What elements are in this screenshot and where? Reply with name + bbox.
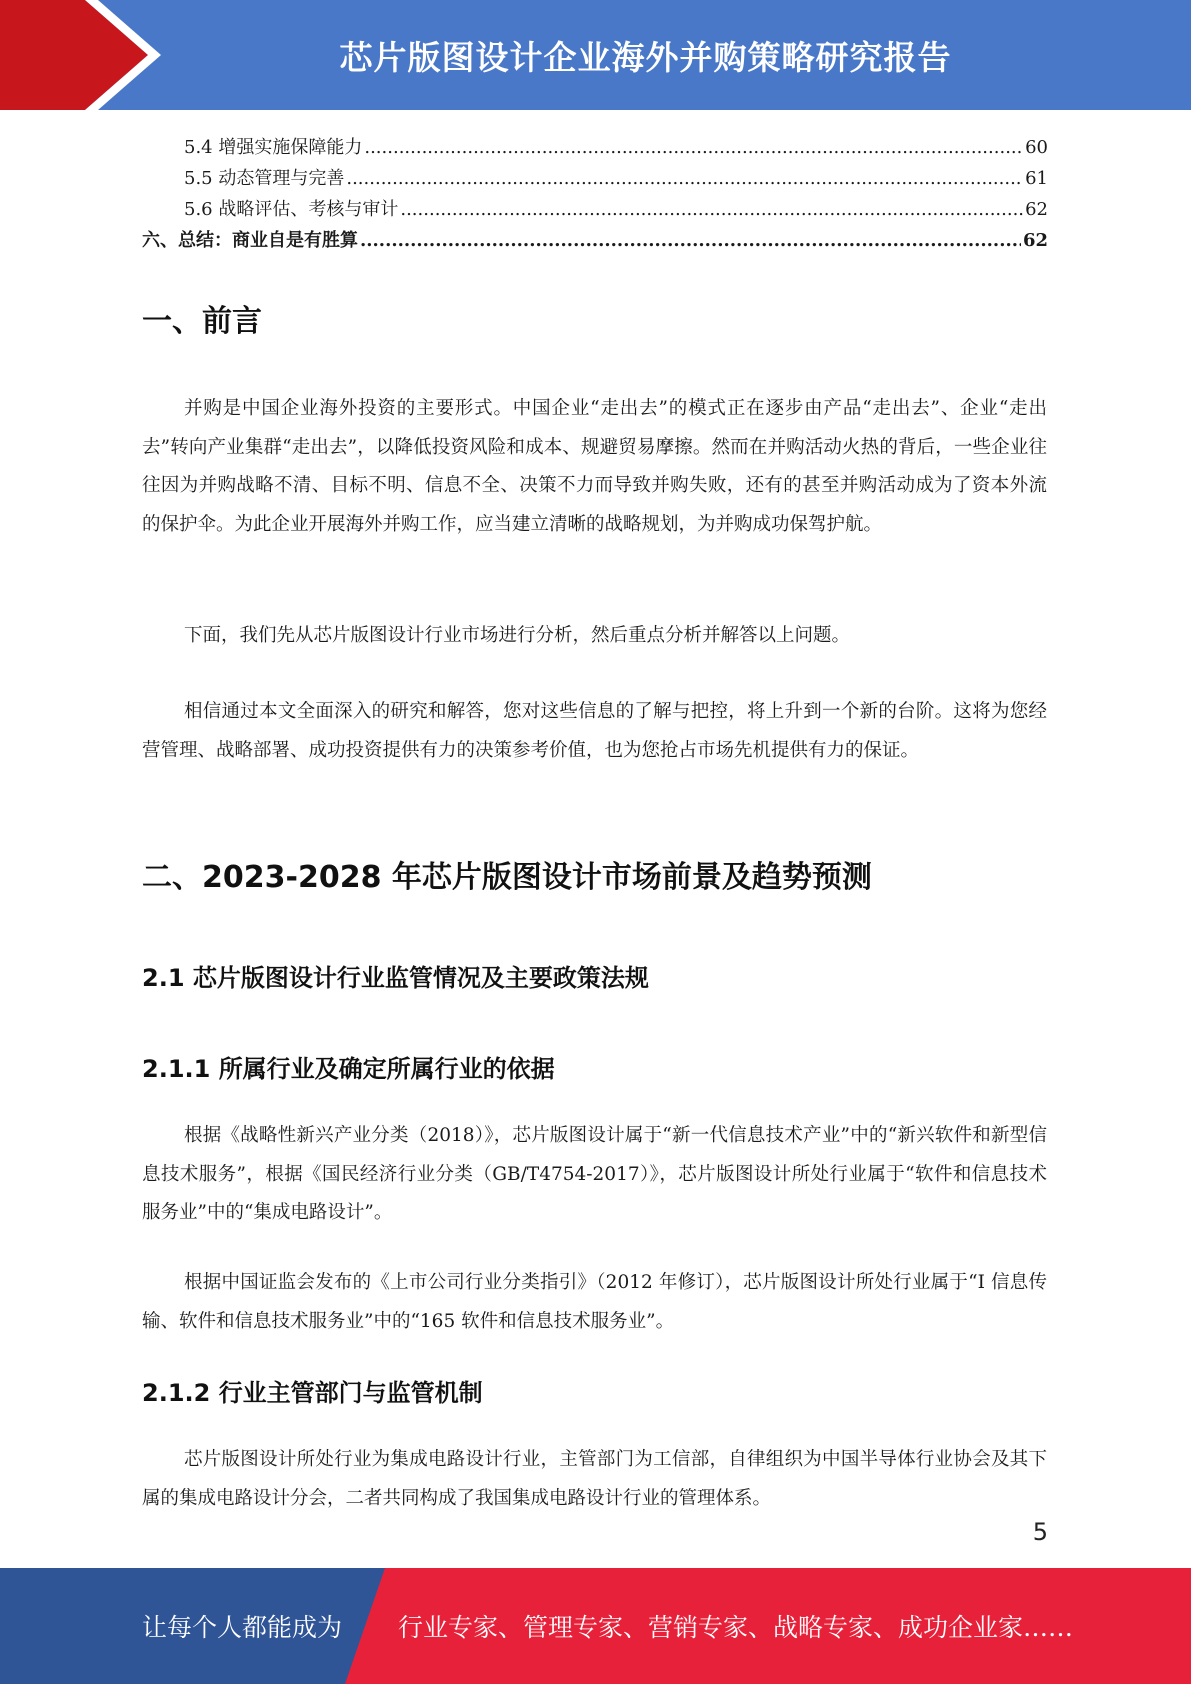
toc-leader-dots	[346, 168, 1023, 190]
page-footer	[0, 1568, 1191, 1684]
section-heading-preface: 一、前言	[142, 304, 262, 339]
table-of-contents	[142, 128, 1048, 252]
section-heading-market: 二、2023-2028 年芯片版图设计市场前景及趋势预测	[142, 860, 872, 895]
toc-leader-dots	[360, 230, 1021, 252]
report-title: 芯片版图设计企业海外并购策略研究报告	[339, 37, 952, 77]
paragraph: 芯片版图设计所处行业为集成电路设计行业，主管部门为工信部，自律组织为中国半导体行业协会及其下属的集成电路设计分会，二者共同构成了我国集成电路设计行业的管理体系。	[142, 1449, 1047, 1509]
paragraph: 根据《战略性新兴产业分类（2018）》，芯片版图设计属于“新一代信息技术产业”中的“新兴软件和新型信息技术服务”，根据《国民经济行业分类（GB/T4754-2017）》，芯片版图设计所处行业属于“软件和信息技术服务业”中的“集成电路设计”。	[142, 1125, 1047, 1223]
toc-item[interactable]	[142, 221, 1048, 252]
footer-slogan-left: 让每个人都能成为	[142, 1613, 343, 1642]
toc-item-label: 5.6 战略评估、考核与审计	[184, 199, 399, 220]
toc-item-page: 60	[1025, 137, 1048, 158]
paragraph: 下面，我们先从芯片版图设计行业市场进行分析，然后重点分析并解答以上问题。	[184, 625, 851, 646]
toc-item-page: 62	[1025, 199, 1048, 220]
page-number: 5	[1032, 1518, 1048, 1546]
toc-item[interactable]	[142, 128, 1048, 159]
toc-leader-dots	[364, 137, 1023, 159]
toc-item-page: 62	[1022, 230, 1048, 251]
page-header	[0, 0, 1191, 110]
header-red-arrow	[0, 0, 148, 110]
subsection-heading: 2.1.2 行业主管部门与监管机制	[142, 1379, 483, 1407]
toc-item-page: 61	[1025, 168, 1048, 189]
toc-leader-dots	[400, 199, 1023, 221]
subsection-heading: 2.1.1 所属行业及确定所属行业的依据	[142, 1055, 555, 1083]
toc-item[interactable]	[142, 159, 1048, 190]
toc-item-label: 5.4 增强实施保障能力	[184, 137, 363, 158]
toc-item-label: 5.5 动态管理与完善	[184, 168, 345, 189]
toc-item-label: 六、总结：商业自是有胜算	[142, 230, 358, 251]
paragraph: 根据中国证监会发布的《上市公司行业分类指引》（2012 年修订），芯片版图设计所处行业属于“I 信息传输、软件和信息技术服务业”中的“165 软件和信息技术服务业”。	[142, 1272, 1047, 1332]
subsection-heading: 2.1 芯片版图设计行业监管情况及主要政策法规	[142, 964, 649, 992]
paragraph: 相信通过本文全面深入的研究和解答，您对这些信息的了解与把控，将上升到一个新的台阶。这将为您经营管理、战略部署、成功投资提供有力的决策参考价值，也为您抢占市场先机提供有力的保证。	[142, 701, 1047, 761]
footer-slogan-right: 行业专家、管理专家、营销专家、战略专家、成功企业家……	[398, 1613, 1074, 1642]
paragraph: 并购是中国企业海外投资的主要形式。中国企业“走出去”的模式正在逐步由产品“走出去”、企业“走出去”转向产业集群“走出去”，以降低投资风险和成本、规避贸易摩擦。然而在并购活动火热的背后，一些企业往往因为并购战略不清、目标不明、信息不全、决策不力而导致并购失败，还有的甚至并购活动成为了资本外流的保护伞。为此企业开展海外并购工作，应当建立清晰的战略规划，为并购成功保驾护航。	[142, 398, 1047, 535]
toc-item[interactable]	[142, 190, 1048, 221]
